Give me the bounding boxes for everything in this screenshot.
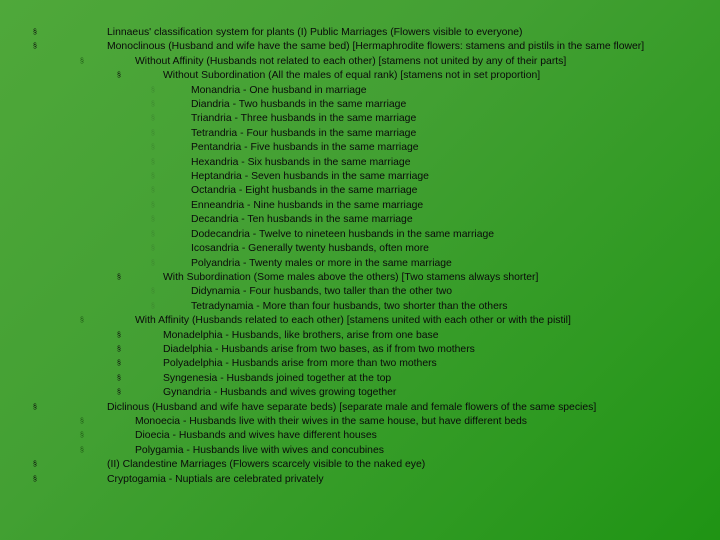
outline-item-level-1 — [0, 26, 720, 40]
outline-item-level-4 — [0, 127, 720, 141]
outline-item-text: Octandria - Eight husbands in the same marriage — [191, 185, 418, 197]
bullet-icon: § — [117, 72, 121, 80]
outline-item-text: Gynandria - Husbands and wives growing together — [163, 387, 397, 399]
outline-item-text: Monadelphia - Husbands, like brothers, arise from one base — [163, 329, 439, 341]
outline-item-level-4 — [0, 257, 720, 271]
outline-item-text: Polyandria - Twenty males or more in the same marriage — [191, 257, 452, 269]
outline-item-text: Without Subordination (All the males of equal rank) [stamens not in set proportion] — [163, 70, 541, 82]
outline-item-level-2 — [0, 444, 720, 458]
bullet-icon: § — [33, 29, 37, 36]
outline-item-level-3 — [0, 386, 720, 400]
outline-item-level-3 — [0, 271, 720, 285]
outline-item-level-2 — [0, 415, 720, 429]
outline-item-text: With Subordination (Some males above the others) [Two stamens always shorter] — [163, 271, 539, 283]
bullet-icon: § — [151, 302, 155, 310]
bullet-icon: § — [117, 389, 121, 397]
outline-item-level-4 — [0, 84, 720, 98]
bullet-icon: § — [80, 317, 84, 325]
outline-item-text: Hexandria - Six husbands in the same marriage — [191, 156, 411, 168]
bullet-icon: § — [117, 345, 121, 353]
outline-item-level-4 — [0, 112, 720, 126]
outline-item-text: Polyadelphia - Husbands arise from more than two mothers — [163, 358, 437, 370]
outline-item-text: Polygamia - Husbands live with wives and concubines — [135, 444, 384, 456]
outline-item-text: Diadelphia - Husbands arise from two bases, as if from two mothers — [163, 343, 475, 355]
outline-item-level-4 — [0, 199, 720, 213]
outline-item-level-4 — [0, 98, 720, 112]
outline-item-text: Enneandria - Nine husbands in the same marriage — [191, 199, 424, 211]
bullet-icon: § — [117, 374, 121, 382]
outline-item-level-1 — [0, 458, 720, 472]
outline-item-text: Heptandria - Seven husbands in the same marriage — [191, 171, 429, 183]
outline-item-text: Linnaeus' classification system for plants (I) Public Marriages (Flowers visible to everyone) — [107, 27, 523, 38]
bullet-icon: § — [151, 101, 155, 109]
outline-item-text: Monoecia - Husbands live with their wives in the same house, but have different beds — [135, 415, 527, 427]
outline-item-level-2 — [0, 429, 720, 443]
outline-item-level-4 — [0, 170, 720, 184]
outline-item-text: Pentandria - Five husbands in the same marriage — [191, 142, 419, 154]
bullet-icon: § — [151, 115, 155, 123]
bullet-icon: § — [117, 331, 121, 339]
bullet-icon: § — [80, 446, 84, 454]
outline-item-level-4 — [0, 285, 720, 299]
bullet-icon: § — [80, 432, 84, 440]
outline-item-text: Decandria - Ten husbands in the same marriage — [191, 214, 413, 226]
outline-item-level-2 — [0, 55, 720, 69]
outline-item-text: With Affinity (Husbands related to each other) [stamens united with each other or with the pistil] — [135, 315, 571, 327]
bullet-icon: § — [33, 403, 37, 411]
outline-item-text: Dodecandria - Twelve to nineteen husbands in the same marriage — [191, 228, 495, 240]
outline-item-level-4 — [0, 300, 720, 314]
bullet-icon: § — [151, 216, 155, 224]
outline-item-text: Didynamia - Four husbands, two taller than the other two — [191, 286, 453, 298]
bullet-icon: § — [151, 86, 155, 94]
bullet-icon: § — [151, 144, 155, 152]
outline-item-level-1 — [0, 401, 720, 415]
outline-item-text: Diclinous (Husband and wife have separate beds) [separate male and female flowers of the same species] — [107, 401, 597, 413]
outline-item-text: Monoclinous (Husband and wife have the same bed) [Hermaphrodite flowers: stamens and pistils in the same flower] — [107, 41, 645, 53]
bullet-icon: § — [33, 475, 37, 483]
outline-item-level-1 — [0, 473, 720, 487]
bullet-icon: § — [151, 259, 155, 267]
outline-item-level-4 — [0, 141, 720, 155]
outline-item-text: Syngenesia - Husbands joined together at the top — [163, 372, 392, 384]
outline-item-level-4 — [0, 242, 720, 256]
outline-item-level-3 — [0, 372, 720, 386]
outline-item-text: Without Affinity (Husbands not related to each other) [stamens not united by any of their parts] — [135, 55, 567, 67]
bullet-icon: § — [151, 245, 155, 253]
outline-item-level-4 — [0, 184, 720, 198]
bullet-icon: § — [151, 230, 155, 238]
bullet-icon: § — [117, 273, 121, 281]
outline-item-level-3 — [0, 69, 720, 83]
outline-item-level-1 — [0, 40, 720, 54]
bullet-icon: § — [151, 288, 155, 296]
outline-slide — [0, 26, 720, 487]
outline-item-text: Diandria - Two husbands in the same marriage — [191, 99, 407, 111]
outline-item-text: Tetrandria - Four husbands in the same marriage — [191, 127, 417, 139]
outline-item-text: Tetradynamia - More than four husbands, two shorter than the others — [191, 300, 508, 312]
bullet-icon: § — [151, 129, 155, 137]
outline-item-text: Triandria - Three husbands in the same marriage — [191, 113, 417, 125]
outline-item-level-3 — [0, 357, 720, 371]
bullet-icon: § — [117, 360, 121, 368]
outline-item-text: Monandria - One husband in marriage — [191, 84, 367, 96]
outline-item-text: Icosandria - Generally twenty husbands, often more — [191, 243, 429, 255]
outline-item-text: (II) Clandestine Marriages (Flowers scarcely visible to the naked eye) — [107, 459, 426, 471]
bullet-icon: § — [151, 173, 155, 181]
outline-item-level-2 — [0, 314, 720, 328]
bullet-icon: § — [33, 461, 37, 469]
outline-item-level-4 — [0, 156, 720, 170]
bullet-icon: § — [151, 187, 155, 195]
outline-item-text: Dioecia - Husbands and wives have different houses — [135, 430, 377, 442]
outline-item-text: Cryptogamia - Nuptials are celebrated privately — [107, 473, 324, 485]
outline-item-level-4 — [0, 228, 720, 242]
outline-item-level-3 — [0, 343, 720, 357]
outline-item-level-4 — [0, 213, 720, 227]
outline-item-level-3 — [0, 329, 720, 343]
bullet-icon: § — [80, 417, 84, 425]
bullet-icon: § — [33, 43, 37, 51]
bullet-icon: § — [151, 158, 155, 166]
bullet-icon: § — [151, 201, 155, 209]
bullet-icon: § — [80, 57, 84, 65]
